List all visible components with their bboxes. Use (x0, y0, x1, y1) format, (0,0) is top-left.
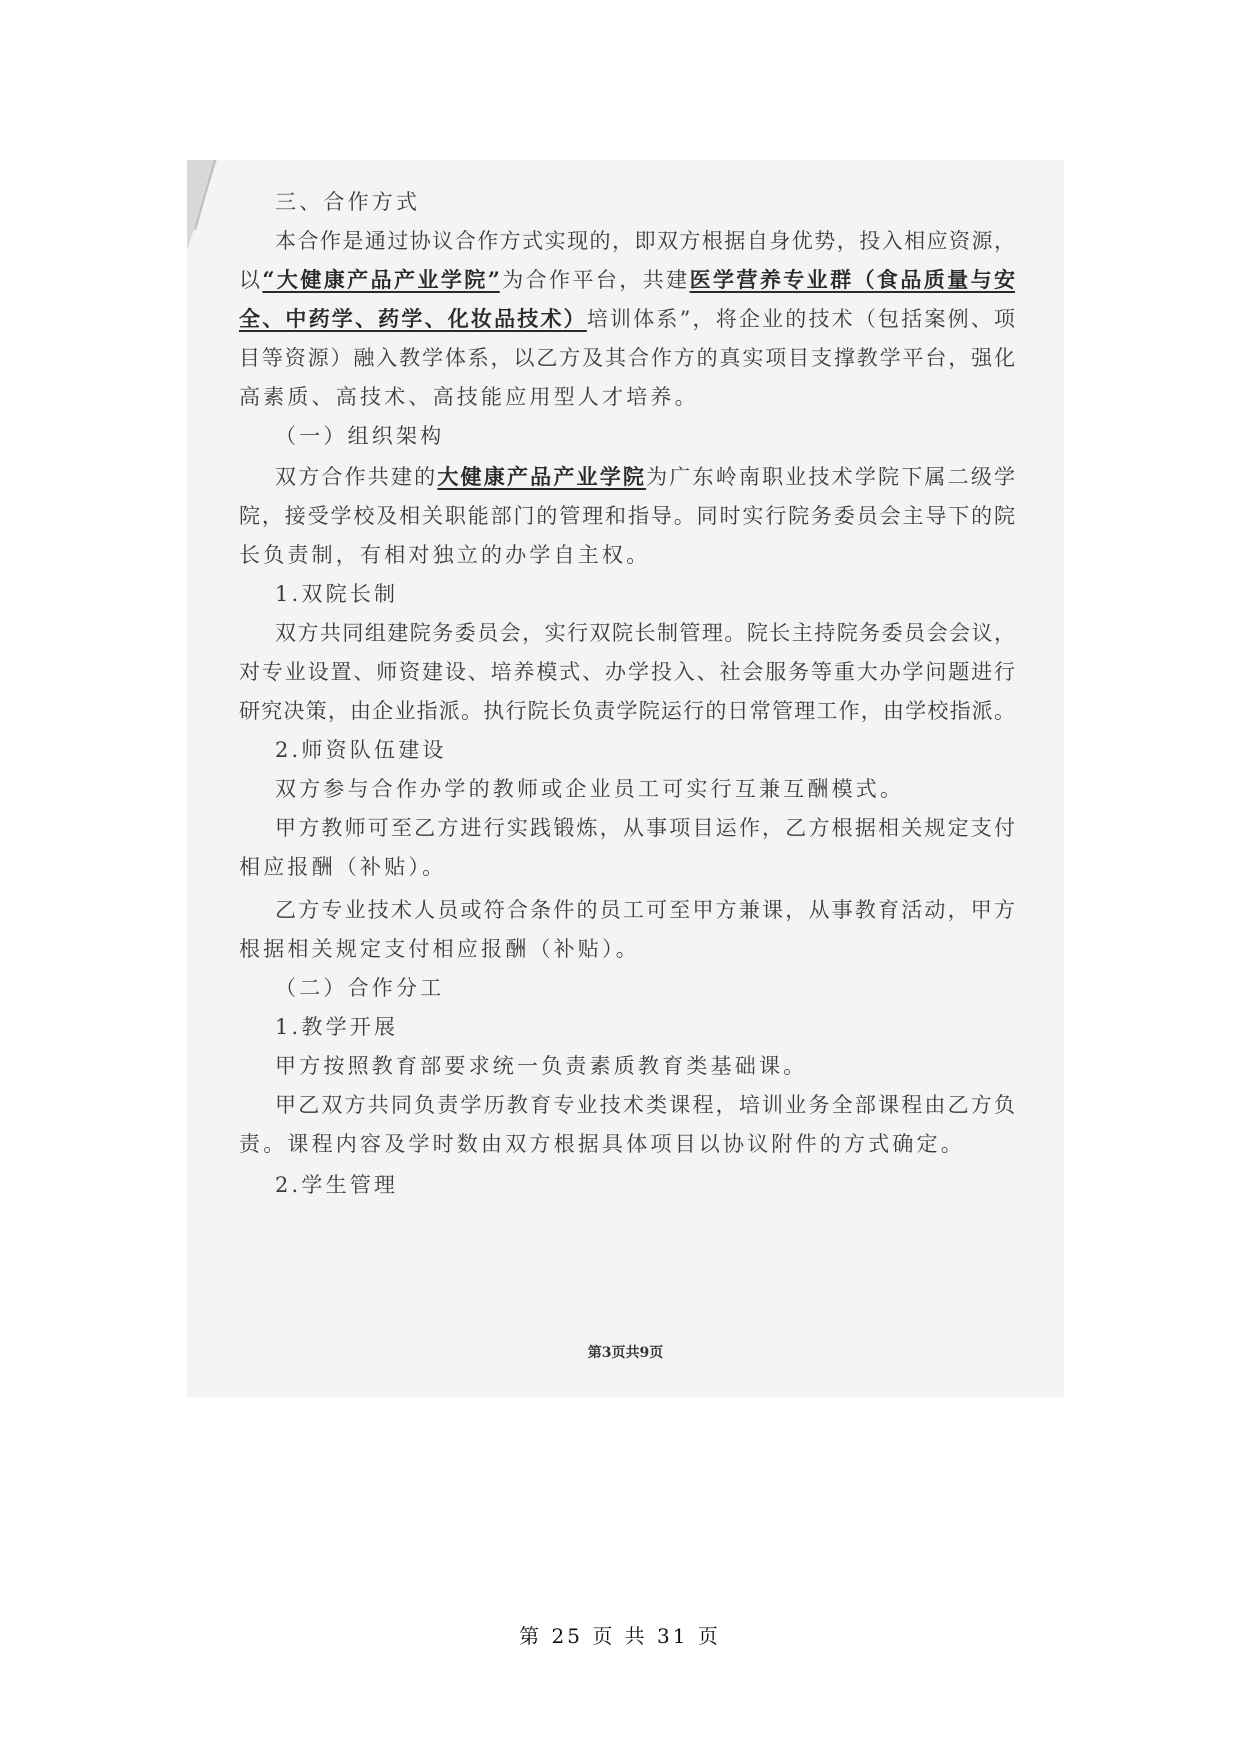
scan-page-number: 第3页共9页 (587, 1345, 664, 1361)
subsection-division: （二）合作分工 (275, 976, 445, 1000)
item-dual-dean: 1.双院长制 (275, 582, 399, 606)
para2-line3: 长负责制，有相对独立的办学自主权。 (239, 543, 651, 567)
para4: 双方参与合作办学的教师或企业员工可实行互兼互酬模式。 (275, 777, 905, 801)
page-number: 第 25 页 共 31 页 (519, 1624, 721, 1648)
underlined-college-name-2: 大健康产品产业学院 (437, 464, 647, 489)
item-faculty-building: 2.师资队伍建设 (275, 738, 447, 762)
para2-line1: 双方合作共建的大健康产品产业学院为广东岭南职业技术学院下属二级学 (275, 464, 1016, 489)
para6-line1: 乙方专业技术人员或符合条件的员工可至甲方兼课，从事教育活动，甲方 (275, 898, 1015, 922)
para1-line2: 以“大健康产品产业学院”为合作平台，共建医学营养专业群（食品质量与安 (239, 267, 1016, 292)
para6-line2: 根据相关规定支付相应报酬（补贴）。 (239, 937, 640, 961)
item-student-management: 2.学生管理 (275, 1173, 399, 1197)
subsection-org-structure: （一）组织架构 (275, 424, 445, 448)
para3-line1: 双方共同组建院务委员会，实行双院长制管理。院长主持院务委员会会议， (275, 621, 1015, 645)
para1-line4: 目等资源）融入教学体系，以乙方及其合作方的真实项目支撑教学平台，强化 (239, 346, 1015, 370)
scan-edge-mark (187, 160, 247, 280)
underlined-major-list: 全、中药学、药学、化妆品技术） (239, 306, 587, 331)
para7: 甲方按照教育部要求统一负责素质教育类基础课。 (275, 1054, 808, 1078)
para5-line1: 甲方教师可至乙方进行实践锻炼，从事项目运作，乙方根据相关规定支付 (275, 816, 1015, 840)
para3-line3: 研究决策，由企业指派。执行院长负责学院运行的日常管理工作，由学校指派。 (239, 699, 1015, 723)
underlined-college-name: “大健康产品产业学院” (262, 267, 500, 292)
para5-line2: 相应报酬（补贴）。 (239, 855, 447, 879)
para1-line3: 全、中药学、药学、化妆品技术）培训体系”，将企业的技术（包括案例、项 (239, 306, 1016, 331)
scanned-page (187, 160, 1064, 1397)
para2-line2: 院，接受学校及相关职能部门的管理和指导。同时实行院务委员会主导下的院 (239, 504, 1015, 528)
para1-line1: 本合作是通过协议合作方式实现的，即双方根据自身优势，投入相应资源， (275, 229, 1015, 253)
para1-line5: 高素质、高技术、高技能应用型人才培养。 (239, 385, 699, 409)
section-heading: 三、合作方式 (275, 190, 421, 214)
para8-line2: 责。课程内容及学时数由双方根据具体项目以协议附件的方式确定。 (239, 1132, 965, 1156)
para3-line2: 对专业设置、师资建设、培养模式、办学投入、社会服务等重大办学问题进行 (239, 660, 1015, 684)
para8-line1: 甲乙双方共同负责学历教育专业技术类课程，培训业务全部课程由乙方负 (275, 1093, 1015, 1117)
underlined-major-group: 医学营养专业群（食品质量与安 (689, 267, 1016, 292)
item-teaching: 1.教学开展 (275, 1015, 399, 1039)
